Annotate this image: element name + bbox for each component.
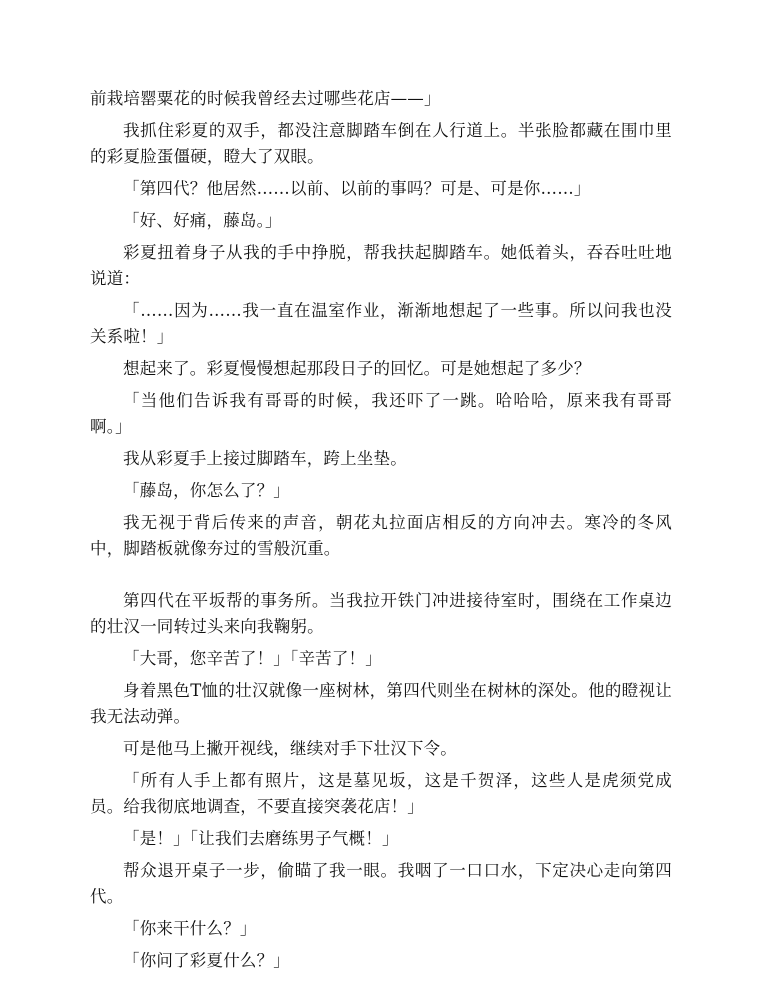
paragraph: 「大哥，您辛苦了！」「辛苦了！」 — [123, 649, 382, 668]
paragraph: 帮众退开桌子一步，偷瞄了我一眼。我咽了一口口水，下定决心走向第四代。 — [90, 861, 672, 906]
paragraph: 「所有人手上都有照片，这是墓见坂，这是千贺泽，这些人是虎须党成员。给我彻底地调查，不要直接突袭花店！」 — [90, 771, 672, 816]
paragraph: 「藤岛，你怎么了？」 — [123, 481, 290, 500]
paragraph: 前栽培罂粟花的时候我曾经去过哪些花店——」 — [90, 89, 441, 108]
paragraph: 我从彩夏手上接过脚踏车，跨上坐垫。 — [123, 449, 407, 468]
paragraph: 「是！」「让我们去磨练男子气概！」 — [123, 829, 399, 848]
body-text — [90, 86, 672, 980]
paragraph: 我无视于背后传来的声音，朝花丸拉面店相反的方向冲去。寒冷的冬风中，脚踏板就像夯过的雪般沉重。 — [90, 513, 672, 558]
section-break — [90, 568, 672, 588]
paragraph: 「……因为……我一直在温室作业，渐渐地想起了一些事。所以问我也没关系啦！」 — [90, 301, 672, 346]
paragraph: 我抓住彩夏的双手，都没注意脚踏车倒在人行道上。半张脸都藏在围巾里的彩夏脸蛋僵硬，瞪大了双眼。 — [90, 121, 672, 166]
paragraph: 第四代在平坂帮的事务所。当我拉开铁门冲进接待室时，围绕在工作桌边的壮汉一同转过头来向我鞠躬。 — [90, 591, 672, 636]
paragraph: 「当他们告诉我有哥哥的时候，我还吓了一跳。哈哈哈，原来我有哥哥啊。」 — [90, 391, 672, 436]
paragraph: 彩夏扭着身子从我的手中挣脱，帮我扶起脚踏车。她低着头，吞吞吐吐地说道： — [90, 243, 672, 288]
paragraph: 「你问了彩夏什么？」 — [123, 951, 290, 970]
paragraph: 「好、好痛，藤岛。」 — [123, 211, 282, 230]
paragraph: 想起来了。彩夏慢慢想起那段日子的回忆。可是她想起了多少？ — [123, 359, 591, 378]
paragraph: 「第四代？他居然……以前、以前的事吗？可是、可是你……」 — [123, 179, 591, 198]
paragraph: 身着黑色T恤的壮汉就像一座树林，第四代则坐在树林的深处。他的瞪视让我无法动弹。 — [90, 681, 672, 726]
paragraph: 「你来干什么？」 — [123, 919, 257, 938]
paragraph: 可是他马上撇开视线，继续对手下壮汉下令。 — [123, 739, 457, 758]
